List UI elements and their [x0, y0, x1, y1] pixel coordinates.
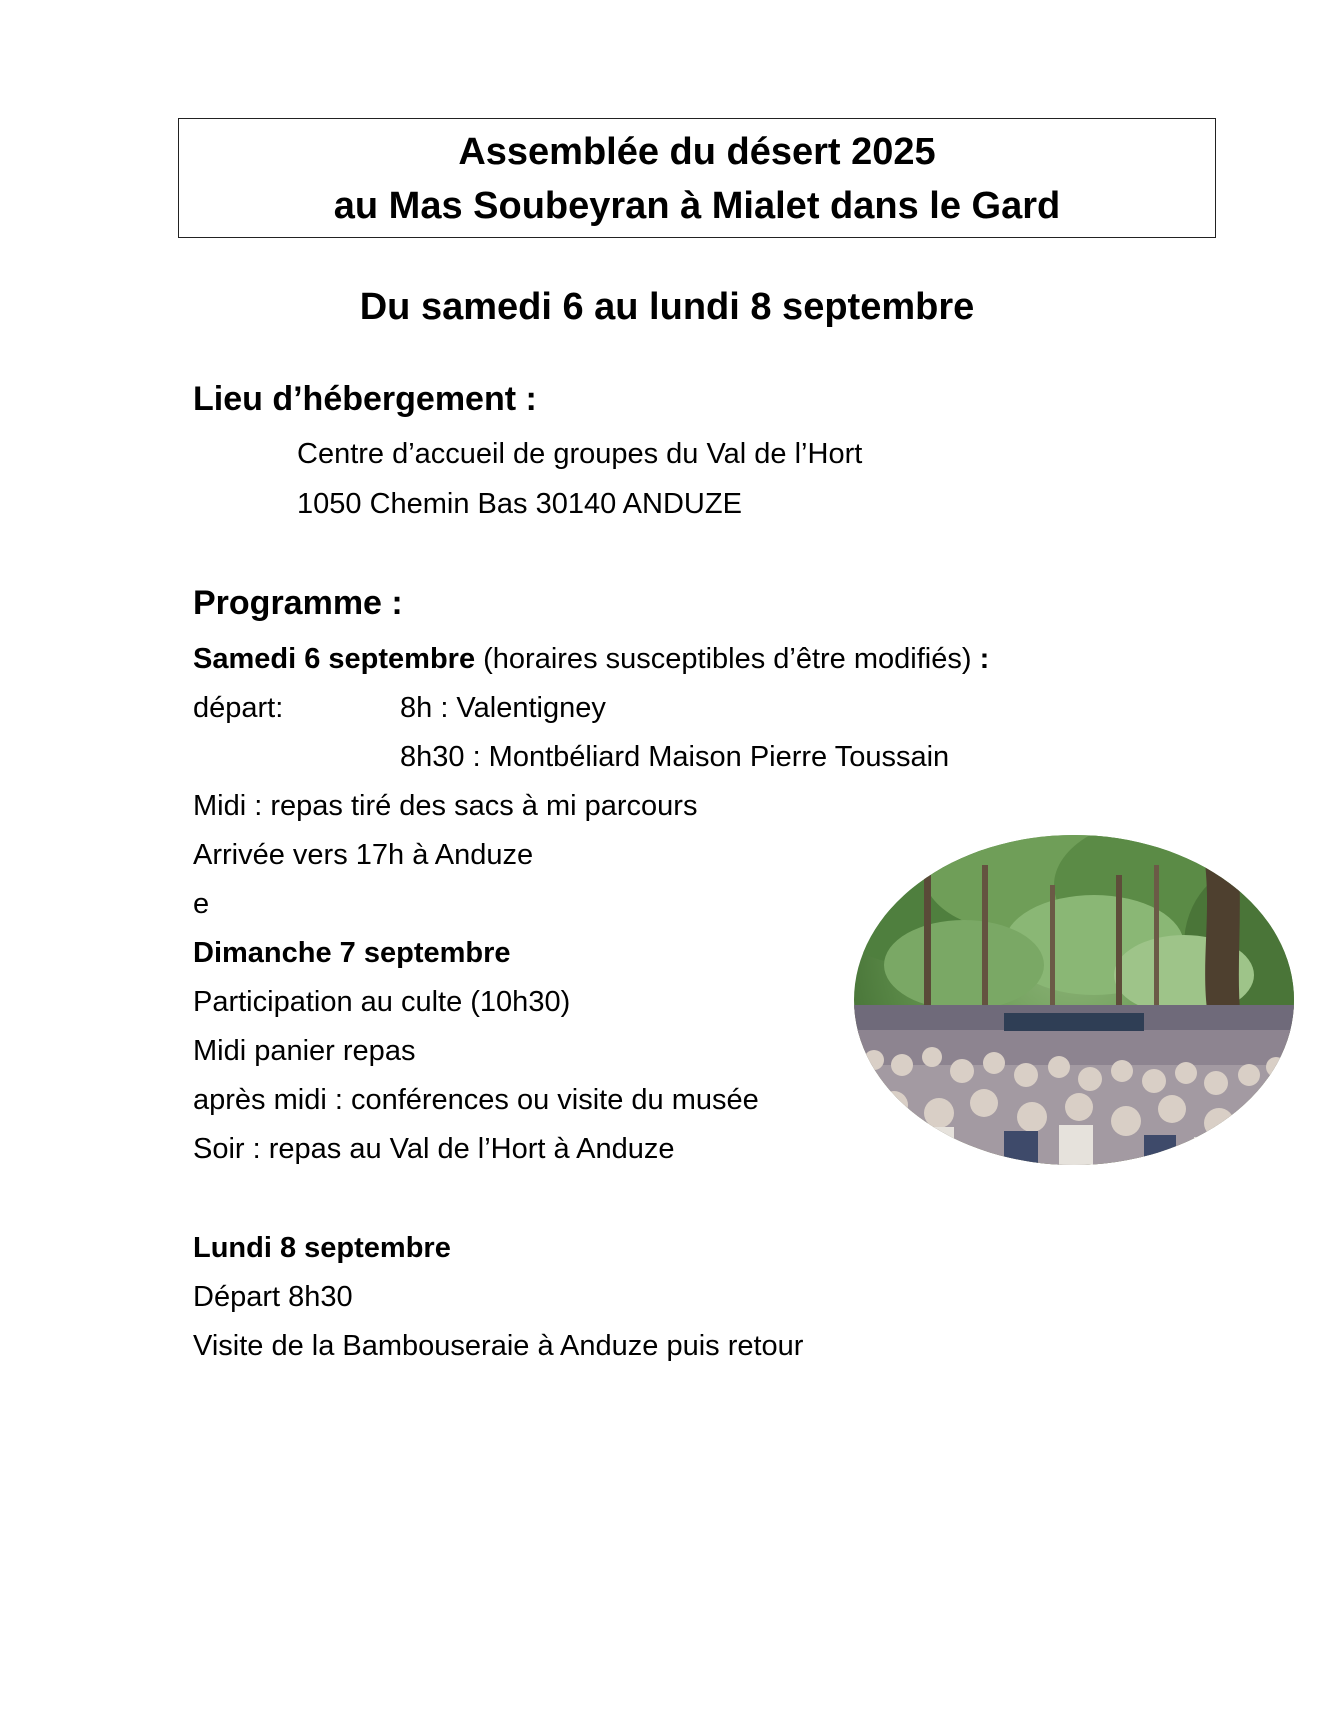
stray-letter: e [193, 888, 210, 920]
sunday-label: Dimanche 7 septembre [193, 937, 511, 969]
saturday-note: (horaires susceptibles d’être modifiés) [475, 643, 980, 675]
depart-label: départ: [193, 692, 284, 724]
depart-valentigney: 8h : Valentigney [400, 692, 606, 724]
event-location: au Mas Soubeyran à Mialet dans le Gard [333, 185, 1061, 227]
title-box [178, 118, 1216, 238]
lodging-heading: Lieu d’hébergement : [193, 380, 537, 418]
lodging-address: 1050 Chemin Bas 30140 ANDUZE [297, 488, 742, 520]
saturday-midi: Midi : repas tiré des sacs à mi parcours [193, 790, 698, 822]
event-title: Assemblée du désert 2025 [458, 131, 936, 173]
forest-gathering-photo [854, 835, 1294, 1165]
saturday-line [193, 641, 989, 677]
sunday-apres-midi: après midi : conférences ou visite du musée [193, 1084, 759, 1116]
monday-visite: Visite de la Bambouseraie à Anduze puis retour [193, 1330, 804, 1362]
lodging-name: Centre d’accueil de groupes du Val de l’Hort [297, 438, 863, 470]
saturday-colon: : [979, 643, 990, 675]
programme-heading: Programme : [193, 584, 403, 622]
sunday-midi: Midi panier repas [193, 1035, 416, 1067]
monday-label: Lundi 8 septembre [193, 1232, 451, 1264]
depart-montbeliard: 8h30 : Montbéliard Maison Pierre Toussain [400, 741, 950, 773]
sunday-culte: Participation au culte (10h30) [193, 986, 571, 1018]
event-dates: Du samedi 6 au lundi 8 septembre [359, 286, 975, 328]
saturday-arrivee: Arrivée vers 17h à Anduze [193, 839, 534, 871]
sunday-soir: Soir : repas au Val de l’Hort à Anduze [193, 1133, 675, 1165]
monday-depart: Départ 8h30 [193, 1281, 353, 1313]
saturday-label: Samedi 6 septembre [193, 643, 476, 675]
